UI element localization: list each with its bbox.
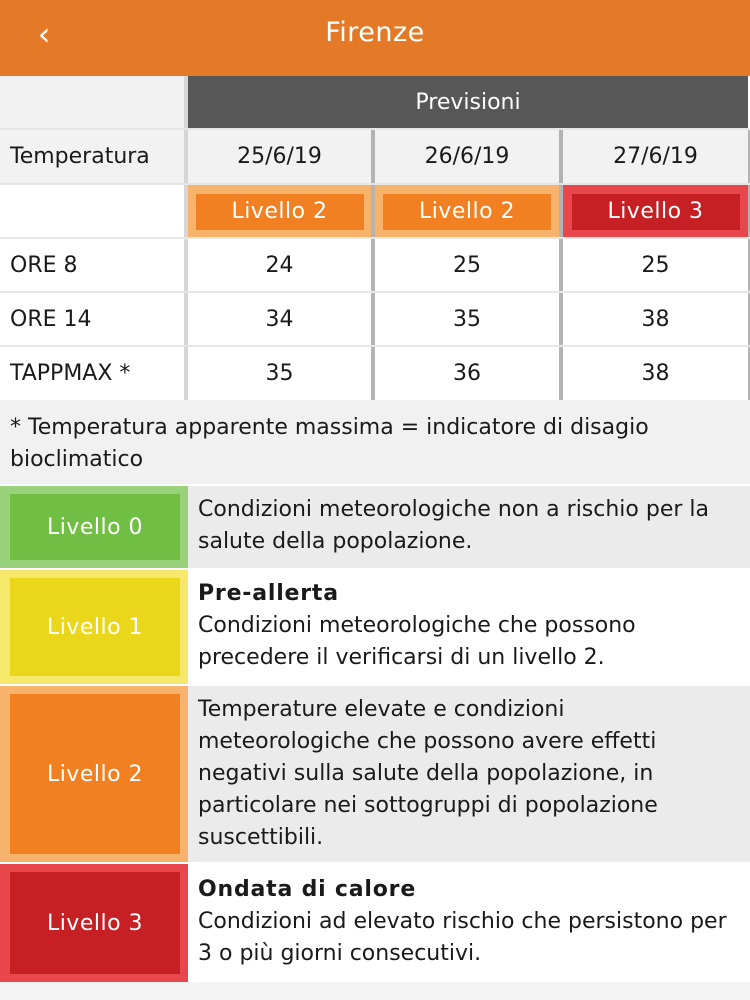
legend-level-1-label: Livello 1 <box>10 578 180 676</box>
table-cell: 34 <box>188 293 371 345</box>
table-corner <box>0 76 188 128</box>
row-label-ore8: ORE 8 <box>0 239 186 291</box>
legend-level-1-swatch <box>0 570 188 684</box>
row-divider <box>0 291 750 293</box>
table-cell: 36 <box>375 347 559 399</box>
table-cell: 25 <box>563 239 748 291</box>
row-divider <box>0 345 750 347</box>
table-cell: 35 <box>375 293 559 345</box>
bottom-spacer <box>0 982 750 1000</box>
legend-level-2-text: Temperature elevate e condizioni meteorologiche che possono avere effetti negativi sulla salute della popolazione, in particolare nei sottogruppi di popolazione suscettibili. <box>198 697 658 850</box>
level-cell-1 <box>188 185 371 238</box>
temperature-label: Temperatura <box>0 130 186 183</box>
table-cell: 38 <box>563 293 748 345</box>
row-label-tappmax: TAPPMAX * <box>0 347 186 399</box>
legend-level-1-desc <box>198 578 738 674</box>
footnote: * Temperatura apparente massima = indicatore di disagio bioclimatico <box>0 400 750 484</box>
legend-level-3-swatch <box>0 864 188 982</box>
legend-level-0-swatch <box>0 486 188 568</box>
legend-level-1-title: Pre-allerta <box>198 581 339 606</box>
page-title: Firenze <box>325 17 425 48</box>
column-divider <box>371 130 375 400</box>
table-cell: 24 <box>188 239 371 291</box>
legend-level-3-title: Ondata di calore <box>198 877 417 902</box>
level-row-label <box>0 185 186 238</box>
back-arrow-icon[interactable]: ‹ <box>37 15 51 53</box>
date-1: 25/6/19 <box>188 130 371 183</box>
forecast-header: Previsioni <box>188 76 748 128</box>
legend-level-2-swatch <box>0 686 188 862</box>
row-divider <box>0 183 750 185</box>
date-2: 26/6/19 <box>375 130 559 183</box>
legend-level-3-text: Condizioni ad elevato rischio che persistono per 3 o più giorni consecutivi. <box>198 909 727 966</box>
top-app-bar <box>0 0 750 76</box>
table-cell: 38 <box>563 347 748 399</box>
level-cell-2 <box>375 185 559 238</box>
row-divider <box>0 128 750 130</box>
row-divider <box>0 237 750 239</box>
level-badge-1: Livello 2 <box>196 194 364 230</box>
legend-level-0-label: Livello 0 <box>10 494 180 560</box>
row-label-ore14: ORE 14 <box>0 293 186 345</box>
legend-level-2-label: Livello 2 <box>10 694 180 854</box>
level-badge-3: Livello 3 <box>572 194 740 230</box>
level-badge-2: Livello 2 <box>383 194 551 230</box>
legend-level-1-text: Condizioni meteorologiche che possono precedere il verificarsi di un livello 2. <box>198 613 636 670</box>
legend-level-3-desc <box>198 874 738 970</box>
legend-level-0-text: Condizioni meteorologiche non a rischio per la salute della popolazione. <box>198 497 710 554</box>
date-3: 27/6/19 <box>563 130 748 183</box>
table-cell: 25 <box>375 239 559 291</box>
level-cell-3 <box>563 185 748 238</box>
legend-level-3-label: Livello 3 <box>10 872 180 974</box>
table-cell: 35 <box>188 347 371 399</box>
column-divider <box>559 130 563 400</box>
